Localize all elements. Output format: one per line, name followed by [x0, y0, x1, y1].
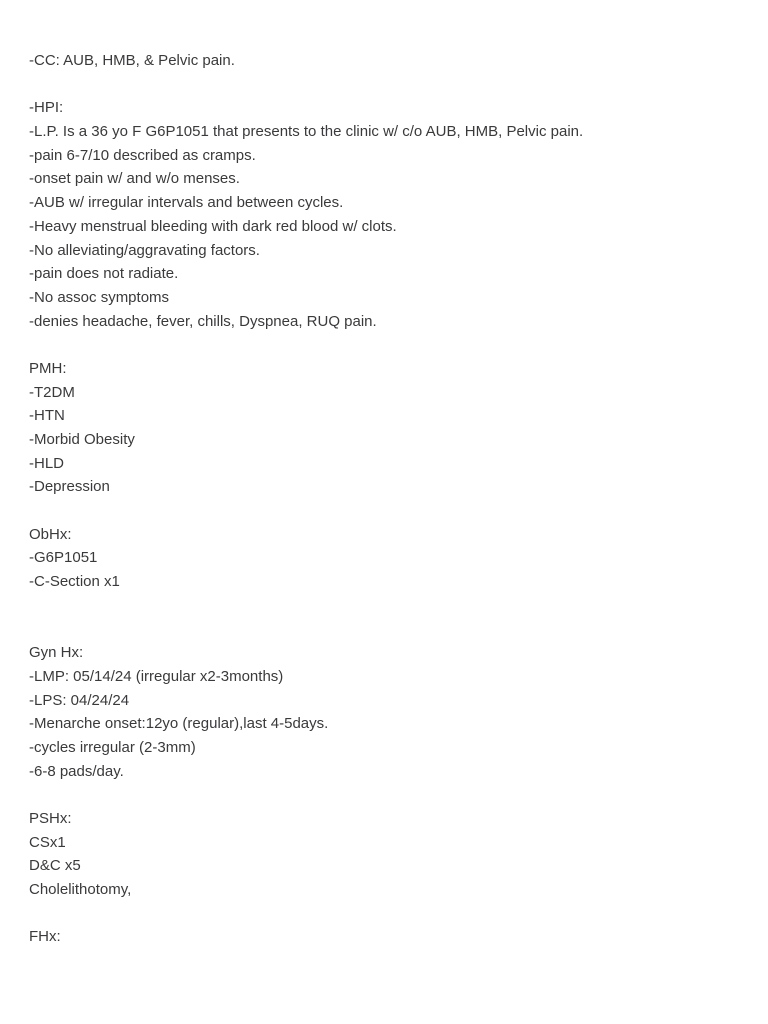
pmh-header: PMH: [29, 359, 67, 377]
spacer [29, 783, 749, 807]
spacer [29, 499, 749, 523]
hpi-line: -AUB w/ irregular intervals and between cycles. [29, 194, 344, 212]
chief-complaint: -CC: AUB, HMB, & Pelvic pain. [29, 52, 235, 69]
obhx-header: ObHx: [29, 525, 72, 543]
fhx-header: FHx: [29, 928, 61, 946]
pmh-line: -HLD [29, 454, 65, 472]
hpi-line: -L.P. Is a 36 yo F G6P1051 that presents to the clinic w/ c/o AUB, HMB, Pelvic pain. [29, 123, 584, 141]
hpi-line: -No alleviating/aggravating factors. [29, 241, 260, 259]
gynhx-header: Gyn Hx: [29, 644, 84, 662]
pmh-line: -Morbid Obesity [29, 431, 135, 448]
gynhx-line: -cycles irregular (2-3mm) [29, 738, 196, 756]
pshx-line: CSx1 [29, 833, 66, 851]
hpi-line: -denies headache, fever, chills, Dyspnea, RUQ pain. [29, 312, 377, 330]
spacer [29, 618, 749, 642]
spacer [29, 594, 749, 618]
pshx-line: Cholelithotomy, [29, 881, 132, 899]
pmh-line: -T2DM [29, 383, 75, 401]
pmh-line: -HTN [29, 407, 65, 425]
gynhx-line: -6-8 pads/day. [29, 762, 124, 780]
pshx-header: PSHx: [29, 810, 72, 827]
obhx-line: -C-Section x1 [29, 573, 120, 591]
hpi-line: -No assoc symptoms [29, 288, 170, 306]
hpi-line: -pain 6-7/10 described as cramps. [29, 146, 256, 164]
gynhx-line: -Menarche onset:12yo (regular),last 4-5days. [29, 715, 329, 733]
clinical-note [29, 49, 749, 949]
gynhx-line: -LMP: 05/14/24 (irregular x2-3months) [29, 667, 284, 685]
hpi-header: -HPI: [29, 99, 64, 117]
spacer [29, 73, 749, 97]
hpi-line: -onset pain w/ and w/o menses. [29, 170, 240, 188]
hpi-line: -pain does not radiate. [29, 265, 179, 283]
spacer [29, 902, 749, 926]
pmh-line: -Depression [29, 478, 110, 496]
spacer [29, 333, 749, 357]
obhx-line: -G6P1051 [29, 549, 98, 567]
gynhx-line: -LPS: 04/24/24 [29, 691, 130, 709]
hpi-line: -Heavy menstrual bleeding with dark red blood w/ clots. [29, 217, 397, 235]
pshx-line: D&C x5 [29, 857, 81, 875]
